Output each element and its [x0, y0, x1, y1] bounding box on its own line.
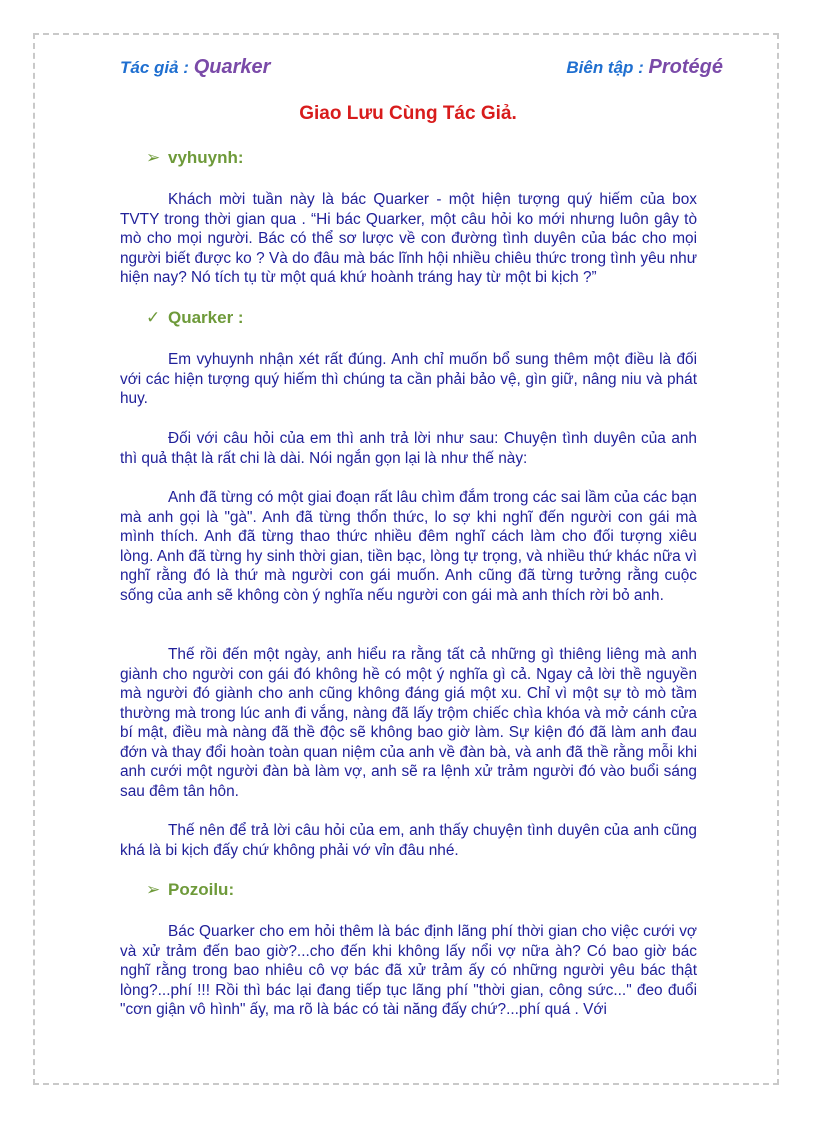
editor-credit — [566, 56, 723, 79]
checkmark-bullet-icon: ✓ — [146, 308, 161, 327]
answer-paragraph-2: Đối với câu hỏi của em thì anh trả lời như sau: Chuyện tình duyên của anh thì quả thật là rất chi là dài. Nói ngắn gọn lại là như thế này: — [120, 430, 697, 467]
speaker-heading-vyhuynh — [146, 148, 244, 168]
editor-label: Biên tập : — [566, 58, 649, 77]
arrow-bullet-icon: ➢ — [146, 148, 161, 167]
arrow-bullet-icon: ➢ — [146, 880, 161, 899]
page-title: Giao Lưu Cùng Tác Giả. — [299, 103, 517, 124]
author-label: Tác giả : — [120, 58, 194, 77]
speaker-name: vyhuynh: — [168, 148, 244, 167]
author-credit — [120, 56, 270, 79]
speaker-heading-pozoilu — [146, 880, 234, 900]
speaker-name: Quarker : — [168, 308, 244, 327]
answer-paragraph-3: Anh đã từng có một giai đoạn rất lâu chìm đắm trong các sai lầm của các bạn mà anh gọi là "gà". Anh đã từng thổn thức, lo sợ khi nghĩ đến người con gái mà mình thích. Anh đã từng thao thức nhiều đêm nghĩ cách làm cho đối tượng xiêu lòng. Anh đã từng hy sinh thời gian, tiền bạc, lòng tự trọng, và nhiều thứ khác nữa vì nghĩ rằng đó là thứ mà người con gái muốn. Anh cũng đã từng tưởng rằng cuộc sống của anh sẽ không còn ý nghĩa nếu người con gái mà anh thích rời bỏ anh. — [120, 489, 697, 604]
question-paragraph: Khách mời tuần này là bác Quarker - một hiện tượng quý hiếm của box TVTY trong thời gian qua . “Hi bác Quarker, một câu hỏi ko mới nhưng luôn gây tò mò cho mọi người. Bác có thể sơ lược về con đường tình duyên của bác cho mọi người biết được ko ? Và do đâu mà bác lĩnh hội nhiều chiêu thức trong tình yêu như hiện nay? Nó tích tụ từ một quá khứ hoành tráng hay từ một bi kịch ?” — [120, 191, 697, 286]
author-name: Quarker — [193, 56, 271, 78]
question-paragraph: Bác Quarker cho em hỏi thêm là bác định lãng phí thời gian cho việc cưới vợ và xử trảm đến bao giờ?...cho đến khi không lấy nổi vợ nữa àh? Có bao giờ bác nghĩ rằng trong bao nhiêu cô vợ bác đã xử trảm ấy có những người yêu bác thật lòng?...phí !!! Rồi thì bác lại đang tiếp tục lãng phí "thời gian, công sức..." đeo đuổi "cơn giận vô hình" ấy, ma rõ là bác có tài năng đấy chứ?...phí quá . Với — [120, 923, 697, 1018]
answer-paragraph-1: Em vyhuynh nhận xét rất đúng. Anh chỉ muốn bổ sung thêm một điều là đối với các hiện tượng quý hiếm thì chúng ta cần phải bảo vệ, gìn giữ, nâng niu và phát huy. — [120, 351, 697, 407]
answer-paragraph-5: Thế nên để trả lời câu hỏi của em, anh thấy chuyện tình duyên của anh cũng khá là bi kịch đấy chứ không phải vớ vỉn đâu nhé. — [120, 822, 697, 859]
editor-name: Protégé — [648, 56, 723, 78]
speaker-name: Pozoilu: — [168, 880, 235, 899]
speaker-heading-quarker — [146, 308, 244, 328]
answer-paragraph-4: Thế rồi đến một ngày, anh hiểu ra rằng tất cả những gì thiêng liêng mà anh giành cho người con gái đó không hề có một ý nghĩa gì cả. Ngay cả lời thề nguyền mà người đó giành cho anh cũng không đáng giá một xu. Chỉ vì một sự tò mò tầm thường mà trong lúc anh đi vắng, nàng đã lấy trộm chiếc chìa khóa và mở cánh cửa bí mật, điều mà nàng đã thề độc sẽ không bao giờ làm. Sự kiện đó đã làm anh đau đớn và thay đổi hoàn toàn quan niệm của anh về đàn bà, và anh đã thề rằng mỗi khi anh cưới một người đàn bà làm vợ, anh sẽ ra lệnh xử trảm người đó vào buổi sáng sau đêm tân hôn. — [120, 646, 697, 800]
